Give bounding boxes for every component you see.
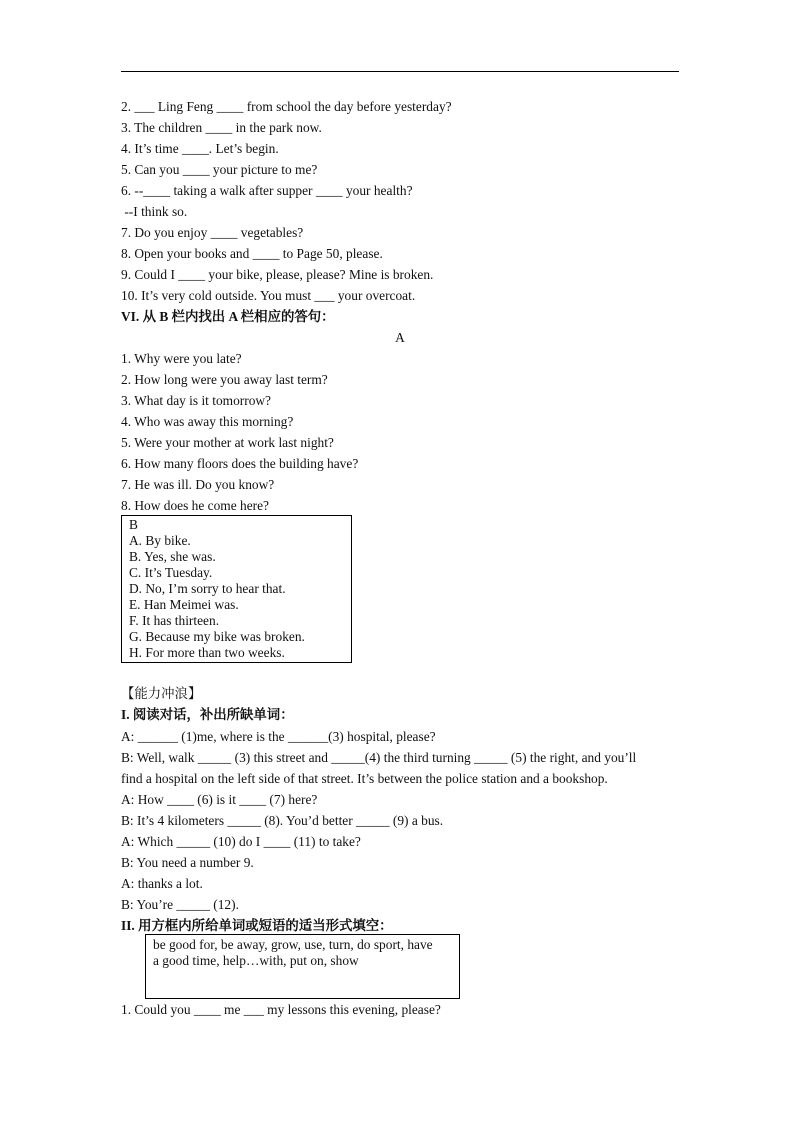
header-rule [121, 71, 679, 72]
part-ii-item: 1. Could you ____ me ___ my lessons this evening, please? [121, 1002, 441, 1017]
column-b-item: D. No, I’m sorry to hear that. [129, 581, 286, 596]
dialogue-line: A: Which _____ (10) do I ____ (11) to take? [121, 834, 361, 849]
column-a-item: 7. He was ill. Do you know? [121, 477, 275, 492]
column-b-item: E. Han Meimei was. [129, 597, 239, 612]
ability-title: 【能力冲浪】 [121, 686, 202, 701]
part-v-item: 6. --____ taking a walk after supper ____ your health? [121, 183, 413, 198]
part-v-item: 10. It’s very cold outside. You must ___ your overcoat. [121, 288, 416, 303]
part-v-item: 7. Do you enjoy ____ vegetables? [121, 225, 304, 240]
column-b-item: G. Because my bike was broken. [129, 629, 305, 644]
column-b-item: F. It has thirteen. [129, 613, 220, 628]
part-i-heading: I. 阅读对话，补出所缺单词： [121, 707, 294, 722]
column-a-item: 8. How does he come here? [121, 498, 269, 513]
part-v-item: 4. It’s time ____. Let’s begin. [121, 141, 279, 156]
part-v-item: 8. Open your books and ____ to Page 50, please. [121, 246, 383, 261]
word-box-line: a good time, help…with, put on, show [153, 953, 359, 968]
dialogue-line: A: thanks a lot. [121, 876, 203, 891]
column-b-item: A. By bike. [129, 533, 191, 548]
column-b-box [121, 515, 352, 663]
column-a-label: A [395, 330, 405, 345]
column-b-item: C. It’s Tuesday. [129, 565, 213, 580]
part-v-item: 3. The children ____ in the park now. [121, 120, 322, 135]
column-b-item: B. Yes, she was. [129, 549, 216, 564]
word-box-line: be good for, be away, grow, use, turn, do sport, have [153, 937, 433, 952]
dialogue-line: find a hospital on the left side of that street. It’s between the police station and a bookshop. [121, 771, 608, 786]
dialogue-line: B: You’re _____ (12). [121, 897, 239, 912]
dialogue-line: B: You need a number 9. [121, 855, 254, 870]
column-a-item: 1. Why were you late? [121, 351, 242, 366]
column-b-label: B [129, 517, 138, 532]
column-a-item: 6. How many floors does the building have? [121, 456, 359, 471]
part-v-item: 9. Could I ____ your bike, please, please? Mine is broken. [121, 267, 434, 282]
column-a-item: 2. How long were you away last term? [121, 372, 328, 387]
part-v-item: 5. Can you ____ your picture to me? [121, 162, 318, 177]
section-vi-heading: VI. 从 B 栏内找出 A 栏相应的答句： [121, 309, 335, 324]
column-a-item: 4. Who was away this morning? [121, 414, 294, 429]
word-box [145, 934, 460, 999]
column-a-item: 5. Were your mother at work last night? [121, 435, 334, 450]
column-a-item: 3. What day is it tomorrow? [121, 393, 271, 408]
dialogue-line: A: How ____ (6) is it ____ (7) here? [121, 792, 318, 807]
part-v-item: 2. ___ Ling Feng ____ from school the day before yesterday? [121, 99, 452, 114]
part-v-item: --I think so. [121, 204, 188, 219]
dialogue-line: B: It’s 4 kilometers _____ (8). You’d better _____ (9) a bus. [121, 813, 444, 828]
dialogue-line: B: Well, walk _____ (3) this street and _____(4) the third turning _____ (5) the right, and you’ll [121, 750, 637, 765]
column-b-item: H. For more than two weeks. [129, 645, 285, 660]
dialogue-line: A: ______ (1)me, where is the ______(3) hospital, please? [121, 729, 436, 744]
part-ii-heading: II. 用方框内所给单词或短语的适当形式填空： [121, 918, 393, 933]
